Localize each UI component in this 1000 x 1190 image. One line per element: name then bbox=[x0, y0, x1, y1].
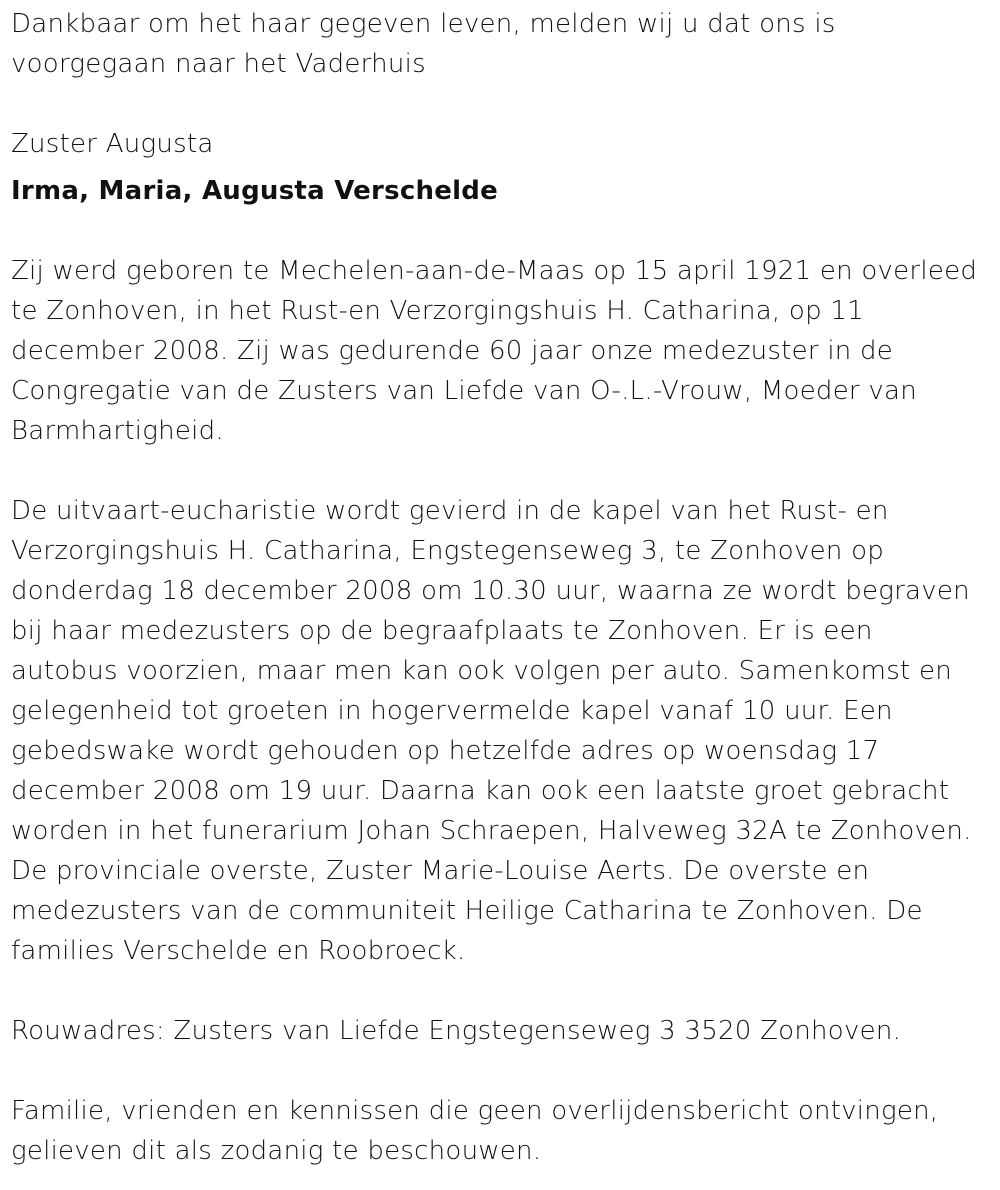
funeral-paragraph: De uitvaart-eucharistie wordt gevierd in de kapel van het Rust- en Verzorgingshuis H. Catharina, Engstegenseweg 3, te Zonhoven op donderdag 18 december 2008 om 10.30 uur, waarna ze wordt begraven bij haar medezusters op de begraafplaats te Zonhoven. Er is een autobus voorzien, maar men kan ook volgen per auto. Samenkomst en gelegenheid tot groeten in hogervermelde kapel vanaf 10 uur. Een gebedswake wordt gehouden op hetzelfde adres op woensdag 17 december 2008 om 19 uur. Daarna kan ook een laatste groet gebracht worden in het funerarium Johan Schraepen, Halveweg 32A te Zonhoven. De provinciale overste, Zuster Marie-Louise Aerts. De overste en medezusters van de communiteit Heilige Catharina te Zonhoven. De families Verschelde en Roobroeck. bbox=[11, 496, 972, 966]
obituary-notice bbox=[11, 4, 986, 1171]
intro-text: Dankbaar om het haar gegeven leven, melden wij u dat ons is voorgegaan naar het Vaderhuis bbox=[11, 9, 836, 79]
address-line: Rouwadres: Zusters van Liefde Engstegenseweg 3 3520 Zonhoven. bbox=[11, 1016, 902, 1046]
closing-paragraph: Familie, vrienden en kennissen die geen overlijdensbericht ontvingen, gelieven dit als zodanig te beschouwen. bbox=[11, 1096, 939, 1166]
full-name: Irma, Maria, Augusta Verschelde bbox=[11, 176, 499, 206]
biography-paragraph: Zij werd geboren te Mechelen-aan-de-Maas op 15 april 1921 en overleed te Zonhoven, in het Rust-en Verzorgingshuis H. Catharina, op 11 december 2008. Zij was gedurende 60 jaar onze medezuster in de Congregatie van de Zusters van Liefde van O-.L.-Vrouw, Moeder van Barmhartigheid. bbox=[11, 256, 978, 446]
religious-title: Zuster Augusta bbox=[11, 129, 214, 159]
